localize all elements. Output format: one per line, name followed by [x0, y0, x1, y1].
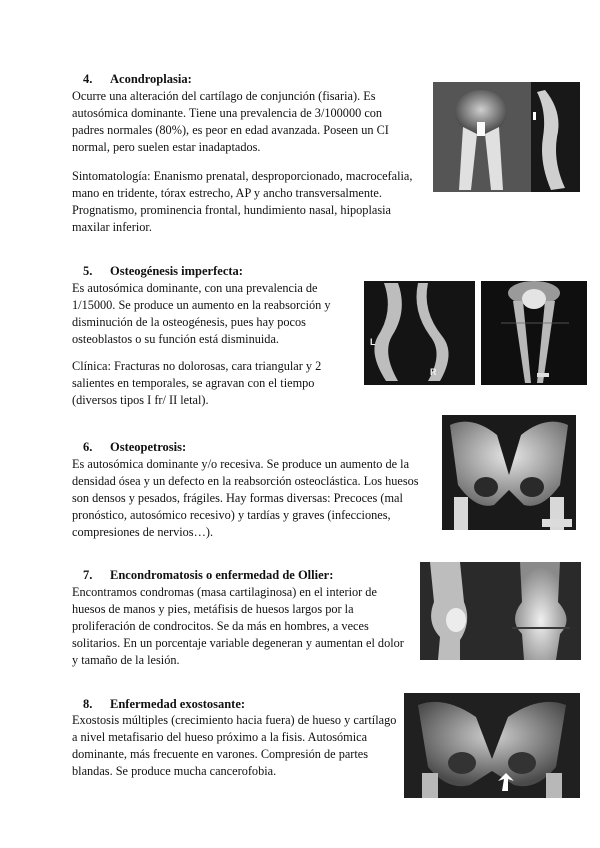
- xray-osteogenesis-legs-image: [364, 281, 475, 385]
- section-number: 6.: [83, 440, 93, 454]
- xray-acondroplasia-image: [433, 82, 580, 192]
- xray-osteogenesis-standing-image: [481, 281, 587, 385]
- section-paragraph: Es autosómica dominante y/o recesiva. Se produce un aumento de la densidad ósea y un defecto en la reabsorción osteoclástica. Los huesos son densos y pesados, frágiles. Hay formas diversas: Precoces (mal pronóstico, autosómico recesivo) y tardías y graves (infecciones, compresiones de nervios…).: [72, 457, 419, 539]
- xray-exostosante-pelvis-image: [404, 693, 580, 798]
- section-paragraph: Exostosis múltiples (crecimiento hacia fuera) de hueso y cartílago a nivel metafisario del hueso próximo a la fisis. Autosómica dominante, más frecuente en varones. Compresión de partes blandas. Se produce mucha cancerofobia.: [72, 713, 397, 778]
- section-heading-osteopetrosis: [83, 440, 186, 455]
- xray-osteopetrosis-pelvis-image: [442, 415, 576, 530]
- section-heading-acondroplasia: [83, 72, 192, 87]
- xray-ollier-knee-image: [420, 562, 581, 660]
- xray-label-right: R: [430, 367, 437, 377]
- section-heading-osteogenesis-imperfecta: [83, 264, 243, 279]
- section-paragraph: Sintomatología: Enanismo prenatal, desproporcionado, macrocefalia, mano en tridente, tórax estrecho, AP y ancho transversalmente. Prognatismo, prominencia frontal, hundimiento nasal, hipoplasia maxilar inferior.: [72, 169, 413, 234]
- section-title: Enfermedad exostosante:: [110, 697, 246, 711]
- section-paragraph: Es autosómica dominante, con una prevalencia de 1/15000. Se produce un aumento en la reabsorción y disminución de la osteogénesis, pues hay pocos osteoblastos o su función está disminuida.: [72, 281, 331, 346]
- section-paragraph: Clínica: Fracturas no dolorosas, cara triangular y 2 salientes en temporales, se agravan con el tiempo (diversos tipos I fr/ II letal).: [72, 359, 322, 407]
- section-number: 4.: [83, 72, 93, 86]
- section-number: 5.: [83, 264, 93, 278]
- section-heading-ollier: [83, 568, 333, 583]
- section-title: Encondromatosis o enfermedad de Ollier:: [110, 568, 334, 582]
- section-number: 7.: [83, 568, 93, 582]
- section-paragraph: Ocurre una alteración del cartílago de conjunción (fisaria). Es autosómica dominante. Tiene una prevalencia de 3/100000 con padres normales (80%), es peor en edad avanzada. Poseen un CI normal, pero suelen estar inadaptados.: [72, 89, 389, 154]
- section-number: 8.: [83, 697, 93, 711]
- section-paragraph: Encontramos condromas (masa cartilaginosa) en el interior de huesos de manos y pies, metáfisis de huesos largos por la proliferación de condrocitos. Se da más en hombres, a veces solitarios. En un porcentaje variable degeneran y aumentan el dolor y tamaño de la lesión.: [72, 585, 404, 667]
- section-title: Acondroplasia:: [110, 72, 192, 86]
- xray-label-left: L: [370, 337, 376, 347]
- section-title: Osteopetrosis:: [110, 440, 187, 454]
- section-heading-exostosante: [83, 697, 245, 712]
- section-title: Osteogénesis imperfecta:: [110, 264, 243, 278]
